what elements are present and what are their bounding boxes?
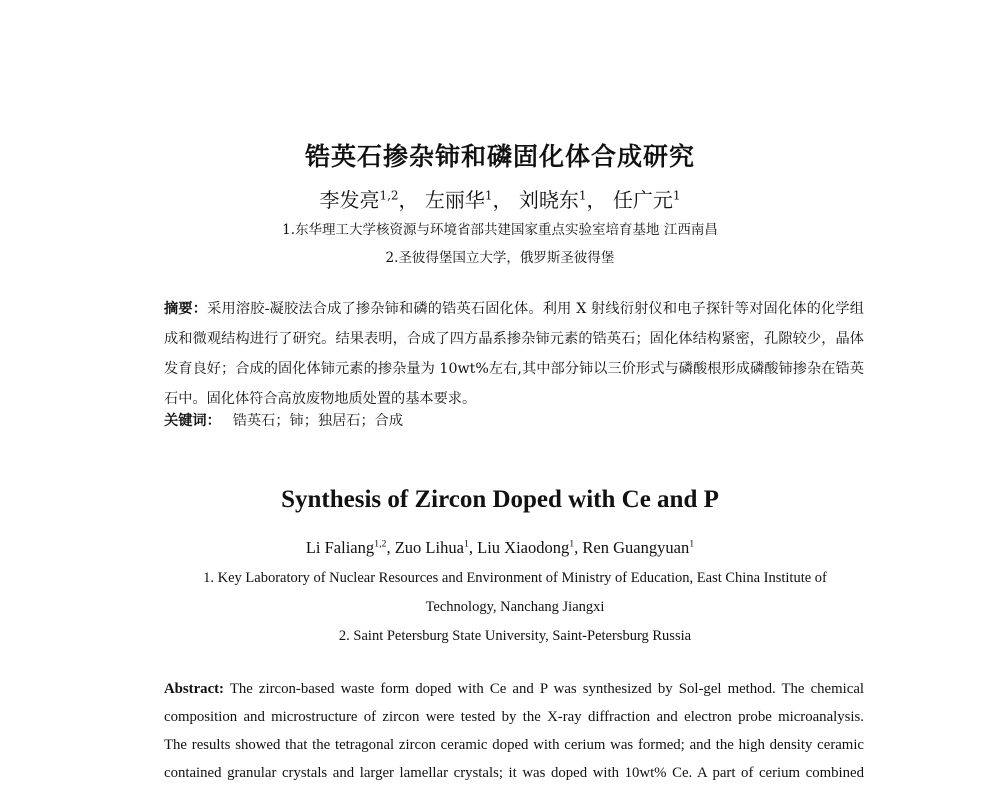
author-name: Liu Xiaodong bbox=[477, 538, 570, 557]
chinese-title: 锆英石掺杂铈和磷固化体合成研究 bbox=[304, 142, 695, 171]
english-abstract-line-1 bbox=[164, 675, 864, 703]
english-abstract-text: The zircon-based waste form doped with Ce and P was synthesized by Sol-gel method. The chemical bbox=[229, 681, 864, 697]
english-affiliation-1-line-1: 1. Key Laboratory of Nuclear Resources and Environment of Ministry of Education, East China Institute of bbox=[203, 570, 827, 586]
author-name: 任广元 bbox=[612, 188, 673, 212]
author-affiliation-mark: 1 bbox=[463, 538, 469, 550]
author-affiliation-mark: 1,2 bbox=[379, 188, 399, 203]
chinese-abstract bbox=[164, 294, 864, 414]
author-affiliation-mark: 1 bbox=[484, 188, 493, 203]
english-abstract-line-4: contained granular crystals and larger lamellar crystals; it was doped with 10wt% Ce. A part of cerium combined bbox=[164, 765, 864, 781]
chinese-abstract-label: 摘要： bbox=[164, 301, 208, 317]
author-separator: , bbox=[386, 538, 395, 557]
author-name: 左丽华 bbox=[424, 188, 485, 212]
english-title: Synthesis of Zircon Doped with Ce and P bbox=[281, 486, 719, 513]
author-separator: ， bbox=[398, 188, 419, 212]
chinese-affiliation-2: 2.圣彼得堡国立大学，俄罗斯圣彼得堡 bbox=[385, 250, 615, 266]
chinese-authors bbox=[0, 184, 1000, 213]
author-name: Zuo Lihua bbox=[394, 538, 464, 557]
english-affiliation-1-line-2: Technology, Nanchang Jiangxi bbox=[425, 599, 605, 615]
english-affiliation-2: 2. Saint Petersburg State University, Saint-Petersburg Russia bbox=[338, 628, 692, 644]
author-affiliation-mark: 1 bbox=[672, 188, 681, 203]
chinese-keywords-label: 关键词： bbox=[164, 413, 221, 429]
chinese-keywords-values: 锆英石；铈；独居石；合成 bbox=[232, 413, 404, 429]
english-authors bbox=[0, 538, 1000, 558]
author-name: 刘晓东 bbox=[518, 188, 579, 212]
author-affiliation-mark: 1,2 bbox=[374, 538, 387, 550]
author-affiliation-mark: 1 bbox=[569, 538, 575, 550]
author-name: Ren Guangyuan bbox=[582, 538, 690, 557]
english-abstract-line-2: composition and microstructure of zircon were tested by the X-ray diffraction and electron probe microanalysis. bbox=[164, 709, 864, 725]
author-affiliation-mark: 1 bbox=[689, 538, 695, 550]
english-abstract-line-3: The results showed that the tetragonal zircon ceramic doped with cerium was formed; and the high density ceramic bbox=[164, 737, 864, 753]
english-abstract-label: Abstract: bbox=[164, 681, 224, 697]
author-separator: ， bbox=[586, 188, 607, 212]
author-name: 李发亮 bbox=[319, 188, 380, 212]
author-separator: , bbox=[468, 538, 478, 557]
english-affiliations bbox=[170, 564, 860, 651]
chinese-keywords bbox=[164, 410, 864, 432]
english-abstract bbox=[164, 675, 864, 787]
chinese-affiliation-1: 1.东华理工大学核资源与环境省部共建国家重点实验室培育基地 江西南昌 bbox=[282, 222, 718, 238]
author-separator: , bbox=[574, 538, 583, 557]
author-name: Li Faliang bbox=[305, 538, 375, 557]
chinese-abstract-text: 采用溶胶-凝胶法合成了掺杂铈和磷的锆英石固化体。利用 X 射线衍射仪和电子探针等对固化体的化学组成和微观结构进行了研究。结果表明，合成了四方晶系掺杂铈元素的锆英石；固化体结构紧密，孔隙较少，晶体发育良好；合成的固化体铈元素的掺杂量为 10wt%左右,其中部分铈以三价形式与磷酸根形成磷酸铈掺杂在锆英石中。固化体符合高放废物地质处置的基本要求。 bbox=[164, 301, 864, 407]
author-separator: ， bbox=[492, 188, 513, 212]
author-affiliation-mark: 1 bbox=[578, 188, 587, 203]
